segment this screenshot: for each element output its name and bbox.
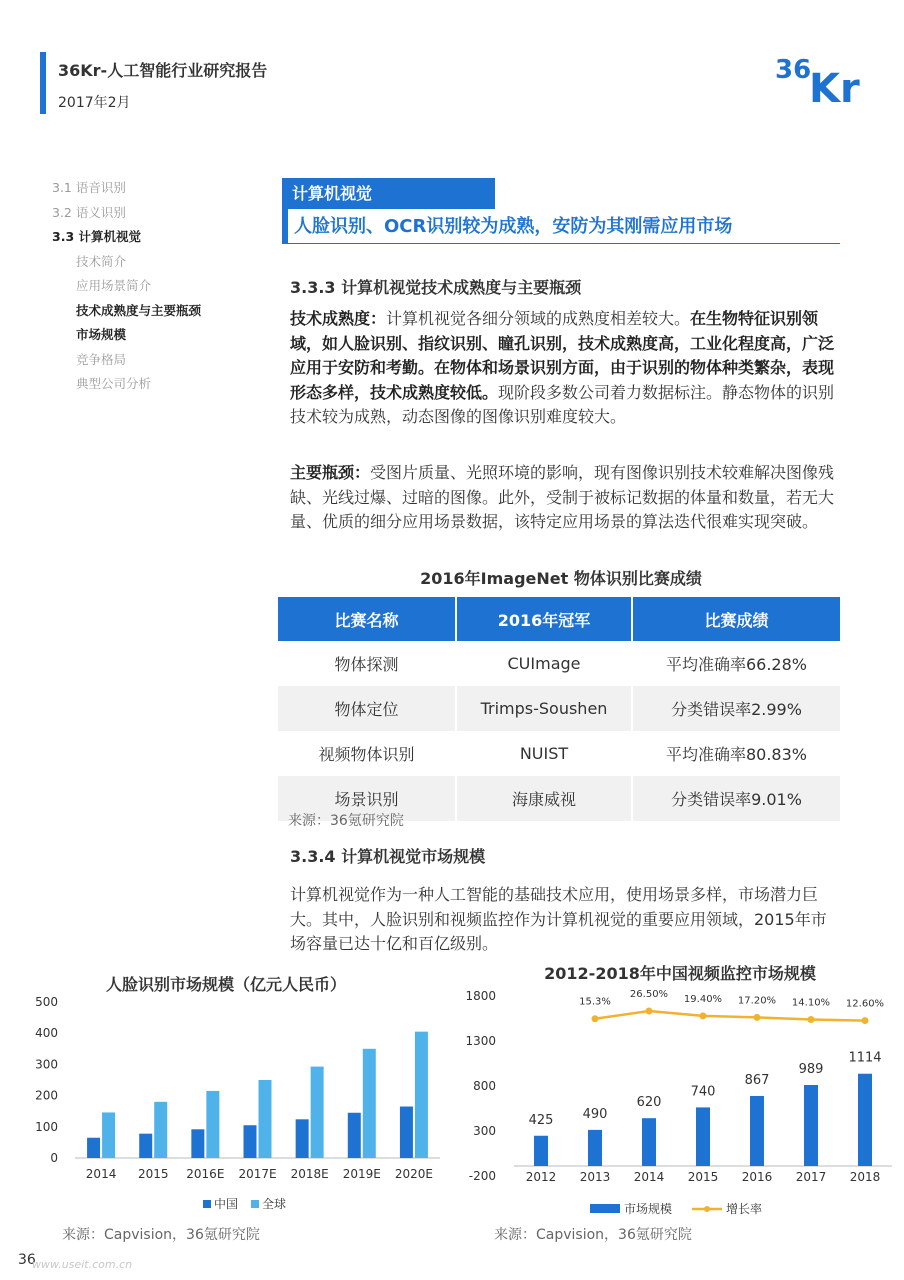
- x-tick-label: 2016: [741, 1170, 773, 1184]
- legend-label: 增长率: [726, 1202, 763, 1216]
- x-tick-label: 2016E: [186, 1167, 225, 1181]
- table-row: [278, 641, 840, 686]
- legend-swatch: [251, 1200, 259, 1208]
- bar-market-size: [858, 1074, 872, 1166]
- bar-market-size: [696, 1107, 710, 1166]
- legend-swatch-bars: [590, 1204, 620, 1213]
- toc-item[interactable]: 典型公司分析: [76, 376, 152, 391]
- logo-36: 36: [775, 55, 812, 85]
- growth-point: [754, 1014, 761, 1021]
- legend-swatch: [203, 1200, 211, 1208]
- toc-item[interactable]: 应用场景简介: [76, 278, 152, 293]
- table-cell: 分类错误率2.99%: [632, 686, 840, 731]
- toc-item[interactable]: 市场规模: [76, 327, 127, 342]
- y-tick-label: 400: [35, 1026, 58, 1041]
- growth-label: 19.40%: [683, 993, 723, 1005]
- maturity-text-1: 计算机视觉各细分领域的成熟度相差较大。: [386, 309, 691, 328]
- bar-value-label: 1114: [848, 1050, 882, 1066]
- column-header: 2016年冠军: [456, 597, 632, 641]
- bar-china: [348, 1113, 361, 1158]
- growth-label: 17.20%: [737, 995, 777, 1007]
- bar-global: [363, 1049, 376, 1158]
- table-header-row: [278, 597, 840, 641]
- table-row: [278, 731, 840, 776]
- growth-point: [862, 1017, 869, 1024]
- x-tick-label: 2018: [849, 1170, 881, 1184]
- y-tick-label: 800: [473, 1079, 496, 1093]
- x-tick-label: 2012: [525, 1170, 557, 1184]
- x-tick-label: 2017: [795, 1170, 827, 1184]
- face-recognition-chart: [0, 990, 452, 1220]
- bar-china: [244, 1125, 257, 1158]
- bar-value-label: 620: [636, 1095, 662, 1111]
- x-tick-label: 2020E: [394, 1167, 433, 1181]
- heading-3-3-3: 3.3.3 计算机视觉技术成熟度与主要瓶颈: [290, 278, 582, 297]
- bar-global: [415, 1032, 428, 1158]
- table-cell: 场景识别: [278, 776, 456, 821]
- toc-item[interactable]: 3.2 语义识别: [52, 204, 126, 220]
- table-cell: 分类错误率9.01%: [632, 776, 840, 821]
- legend-label: 中国: [214, 1197, 239, 1211]
- y-tick-label: 0: [50, 1151, 58, 1165]
- chart2-source: 来源：Capvision，36氪研究院: [494, 1227, 692, 1243]
- table-cell: 物体定位: [278, 686, 456, 731]
- chart2-title: 2012-2018年中国视频监控市场规模: [544, 964, 816, 983]
- x-tick-label: 2019E: [342, 1167, 381, 1181]
- x-tick-label: 2013: [579, 1170, 611, 1184]
- growth-point: [646, 1008, 653, 1015]
- bar-market-size: [804, 1085, 818, 1166]
- bar-market-size: [750, 1096, 764, 1166]
- y-tick-label: 500: [35, 995, 58, 1009]
- x-tick-label: 2015: [687, 1170, 719, 1184]
- bar-value-label: 989: [798, 1061, 824, 1077]
- bottleneck-label: 主要瓶颈：: [290, 463, 371, 482]
- growth-label: 12.60%: [845, 998, 885, 1010]
- y-tick-label: 1300: [465, 1034, 496, 1048]
- growth-label: 15.3%: [579, 996, 611, 1008]
- table-cell: 海康威视: [456, 776, 632, 821]
- table-cell: 平均准确率66.28%: [665, 655, 807, 674]
- toc-item[interactable]: 3.1 语音识别: [52, 180, 126, 195]
- bar-global: [154, 1102, 167, 1158]
- y-tick-label: -200: [468, 1169, 496, 1183]
- growth-label: 14.10%: [791, 997, 831, 1009]
- logo-kr: Kr: [809, 66, 860, 106]
- bar-china: [400, 1107, 413, 1158]
- bar-global: [102, 1112, 115, 1158]
- report-title: 36Kr-人工智能行业研究报告: [58, 61, 268, 80]
- y-tick-label: 100: [35, 1119, 58, 1134]
- maturity-label: 技术成熟度：: [290, 309, 387, 328]
- imagenet-results-table: [278, 597, 840, 821]
- bar-global: [259, 1080, 272, 1158]
- bar-market-size: [534, 1136, 548, 1166]
- page-number: 36: [18, 1252, 36, 1268]
- table-source: 来源：36氪研究院: [288, 813, 404, 829]
- bar-value-label: 740: [690, 1084, 716, 1100]
- y-tick-label: 300: [473, 1124, 496, 1138]
- table-of-contents: [52, 176, 262, 397]
- bar-market-size: [642, 1118, 656, 1166]
- bar-market-size: [588, 1130, 602, 1166]
- table-cell: 物体探测: [278, 641, 456, 686]
- bar-value-label: 490: [582, 1106, 608, 1122]
- market-paragraph: 计算机视觉作为一种人工智能的基础技术应用，使用场景多样，市场潜力巨大。其中，人脸识别和视频监控作为计算机视觉的重要应用领域，2015年市场容量已达十亿和百亿级别。: [290, 885, 827, 953]
- column-header: 比赛成绩: [632, 597, 840, 641]
- y-tick-label: 200: [35, 1088, 58, 1103]
- 36kr-logo: [775, 50, 871, 106]
- section-accent-line: [282, 209, 288, 243]
- x-tick-label: 2014: [633, 1170, 665, 1184]
- bar-china: [296, 1119, 309, 1158]
- table-cell: NUIST: [456, 731, 632, 776]
- section-subtitle: 人脸识别、OCR识别较为成熟，安防为其刚需应用市场: [294, 216, 733, 237]
- watermark: www.useit.com.cn: [32, 1258, 133, 1271]
- section-tag: 计算机视觉: [282, 178, 495, 209]
- chart1-source: 来源：Capvision，36氪研究院: [62, 1227, 260, 1243]
- legend-swatch-marker: [704, 1206, 710, 1212]
- toc-item[interactable]: 技术成熟度与主要瓶颈: [76, 302, 202, 318]
- legend-label: 市场规模: [624, 1202, 673, 1216]
- bar-china: [87, 1138, 100, 1158]
- growth-point: [700, 1012, 707, 1019]
- header-accent-bar: [40, 52, 46, 114]
- x-tick-label: 2014: [85, 1167, 117, 1181]
- bar-global: [311, 1067, 324, 1158]
- maturity-bold-text: 在生物特征识别领域，如人脸识别、指纹识别、瞳孔识别，技术成熟度高，工业化程度高，广泛应用于安防和考勤。在物体和场景识别方面，由于识别的物体种类繁杂，表现形态多样，技术成熟度较低。: [290, 309, 835, 402]
- column-header: 比赛名称: [278, 597, 456, 641]
- toc-item[interactable]: 3.3 计算机视觉: [52, 229, 141, 244]
- x-tick-label: 2017E: [238, 1167, 277, 1181]
- table-row: [278, 686, 840, 731]
- chart1-title: 人脸识别市场规模（亿元人民币）: [105, 975, 346, 994]
- bottleneck-paragraph: [290, 461, 835, 535]
- growth-line: [595, 1011, 865, 1021]
- section-divider: [282, 243, 840, 244]
- y-tick-label: 1800: [465, 989, 496, 1003]
- heading-3-3-4: 3.3.4 计算机视觉市场规模: [290, 847, 486, 866]
- bar-value-label: 867: [744, 1072, 770, 1088]
- toc-item[interactable]: 竞争格局: [76, 351, 127, 367]
- bar-global: [206, 1091, 219, 1158]
- y-tick-label: 300: [35, 1057, 58, 1072]
- x-tick-label: 2018E: [290, 1167, 329, 1181]
- bar-china: [139, 1134, 152, 1158]
- bar-value-label: 425: [528, 1112, 554, 1128]
- bottleneck-text: 受图片质量、光照环境的影响，现有图像识别技术较难解决图像残缺、光线过爆、过暗的图像。此外，受制于被标记数据的体量和数量，若无大量、优质的细分应用场景数据，该特定应用场景的算法迭代很难实现突破。: [290, 463, 835, 531]
- x-tick-label: 2015: [137, 1167, 169, 1181]
- report-date: 2017年2月: [58, 95, 131, 111]
- table-cell: CUImage: [456, 641, 632, 686]
- growth-point: [808, 1016, 815, 1023]
- table-cell: Trimps-Soushen: [456, 686, 632, 731]
- growth-point: [592, 1015, 599, 1022]
- table-cell: 平均准确率80.83%: [665, 745, 807, 764]
- legend-label: 全球: [262, 1197, 287, 1211]
- table-cell: 视频物体识别: [278, 731, 456, 776]
- toc-item[interactable]: 技术简介: [76, 253, 127, 269]
- growth-label: 26.50%: [629, 989, 669, 1000]
- maturity-paragraph: [290, 307, 835, 430]
- video-surveillance-chart: [452, 985, 904, 1220]
- bar-china: [191, 1129, 204, 1158]
- maturity-text-2: 现阶段多数公司着力数据标注。静态物体的识别技术较为成熟，动态图像的图像识别难度较大。: [290, 382, 835, 426]
- table-title: 2016年ImageNet 物体识别比赛成绩: [420, 569, 702, 588]
